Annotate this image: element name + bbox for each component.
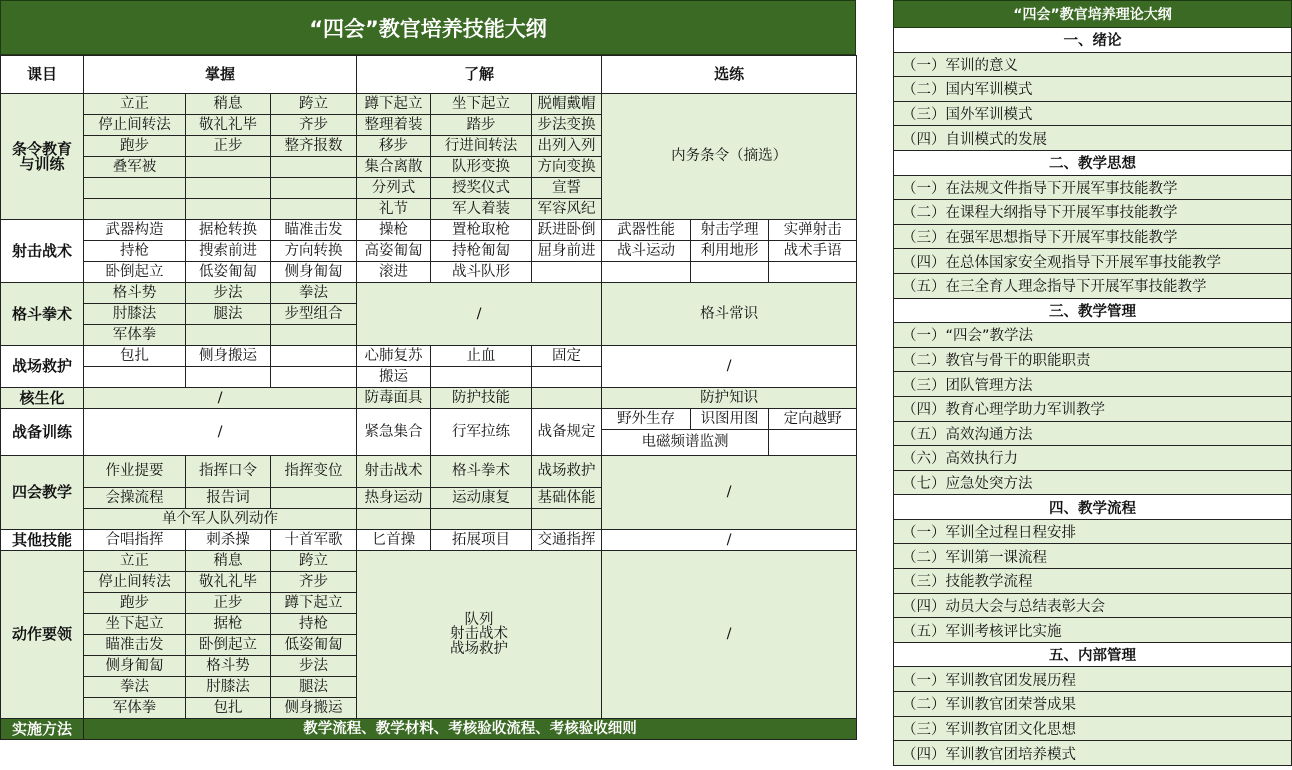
- table-cell: /: [84, 409, 357, 456]
- table-cell: 行军拉练: [431, 409, 532, 456]
- category-four-skills-teaching: 四会教学: [1, 456, 84, 530]
- list-item: （四）动员大会与总结表彰大会: [893, 594, 1292, 619]
- table-cell: 基础体能: [532, 488, 602, 509]
- table-cell: [271, 199, 357, 220]
- table-cell: 武器性能: [602, 220, 691, 241]
- list-item: （四）在总体国家安全观指导下开展军事技能教学: [893, 249, 1292, 274]
- table-cell: 脱帽戴帽: [532, 94, 602, 115]
- table-cell: [186, 178, 271, 199]
- table-cell: 合唱指挥: [84, 530, 186, 551]
- table-cell: 利用地形: [691, 241, 769, 262]
- table-cell: 滚进: [357, 262, 431, 283]
- table-cell: [186, 199, 271, 220]
- table-cell: 内务条令（摘选）: [602, 94, 857, 220]
- list-item: （五）军训考核评比实施: [893, 618, 1292, 643]
- section-heading: 一、绪论: [893, 28, 1292, 53]
- table-cell: 跃进卧倒: [532, 220, 602, 241]
- header-master: 掌握: [84, 56, 357, 94]
- table-cell: 高姿匍匐: [357, 241, 431, 262]
- table-cell: 交通指挥: [532, 530, 602, 551]
- category-first-aid: 战场救护: [1, 346, 84, 388]
- table-cell: [186, 325, 271, 346]
- table-cell: 敬礼礼毕: [186, 572, 271, 593]
- table-cell: 方向转换: [271, 241, 357, 262]
- list-item: （一）军训全过程日程安排: [893, 520, 1292, 545]
- table-cell: 格斗常识: [602, 283, 857, 346]
- header-understand: 了解: [357, 56, 602, 94]
- table-cell: 持枪: [84, 241, 186, 262]
- skills-table: [0, 55, 857, 740]
- table-cell: 匕首操: [357, 530, 431, 551]
- table-cell: [84, 367, 186, 388]
- list-item: （二）军训第一课流程: [893, 544, 1292, 569]
- list-item: （二）国内军训模式: [893, 77, 1292, 102]
- table-cell: [271, 178, 357, 199]
- list-item: （三）军训教官团文化思想: [893, 717, 1292, 742]
- table-cell: [271, 325, 357, 346]
- table-cell: 作业提要: [84, 456, 186, 488]
- list-item: （五）高效沟通方法: [893, 422, 1292, 447]
- list-item: （四）教育心理学助力军训教学: [893, 397, 1292, 422]
- table-cell: 侧身搬运: [271, 698, 357, 719]
- category-combat-readiness: 战备训练: [1, 409, 84, 456]
- know-item: 射击战术: [450, 626, 509, 643]
- section-heading: 四、教学流程: [893, 495, 1292, 520]
- table-cell: 方向变换: [532, 157, 602, 178]
- table-cell: 正步: [186, 136, 271, 157]
- table-cell: 会操流程: [84, 488, 186, 509]
- list-item: （一）“四会”教学法: [893, 323, 1292, 348]
- table-cell: [271, 488, 357, 509]
- table-cell: 卧倒起立: [186, 635, 271, 656]
- table-cell: [691, 262, 769, 283]
- table-cell: 稍息: [186, 551, 271, 572]
- table-cell: 出列入列: [532, 136, 602, 157]
- table-cell: 宣誓: [532, 178, 602, 199]
- table-cell: 肘膝法: [186, 677, 271, 698]
- table-cell: 军体拳: [84, 325, 186, 346]
- list-item: （二）军训教官团荣誉成果: [893, 692, 1292, 717]
- table-cell: 立正: [84, 94, 186, 115]
- table-cell: 拳法: [271, 283, 357, 304]
- table-cell: 腿法: [271, 677, 357, 698]
- table-cell: 正步: [186, 593, 271, 614]
- table-cell: 包扎: [186, 698, 271, 719]
- table-cell: 稍息: [186, 94, 271, 115]
- list-item: （一）军训的意义: [893, 53, 1292, 78]
- list-item: （五）在三全育人理念指导下开展军事技能教学: [893, 274, 1292, 299]
- table-cell: 武器构造: [84, 220, 186, 241]
- table-cell: 步型组合: [271, 304, 357, 325]
- table-cell: 射击战术: [357, 456, 431, 488]
- table-cell: 十首军歌: [271, 530, 357, 551]
- table-cell: 坐下起立: [84, 614, 186, 635]
- table-cell: 单个军人队列动作: [84, 509, 357, 530]
- list-item: （二）在课程大纲指导下开展军事技能教学: [893, 200, 1292, 225]
- table-cell: 拓展项目: [431, 530, 532, 551]
- list-item: （三）团队管理方法: [893, 372, 1292, 397]
- table-cell: /: [602, 530, 857, 551]
- table-cell: [532, 388, 602, 409]
- table-cell: 齐步: [271, 572, 357, 593]
- implementation-content: 教学流程、教学材料、考核验收流程、考核验收细则: [84, 719, 857, 740]
- table-cell: /: [357, 283, 602, 346]
- table-cell: 指挥变位: [271, 456, 357, 488]
- table-cell: 立正: [84, 551, 186, 572]
- table-cell: 瞄准击发: [271, 220, 357, 241]
- table-cell: 热身运动: [357, 488, 431, 509]
- table-cell: [769, 430, 857, 456]
- header-elective: 选练: [602, 56, 857, 94]
- category-combat: 格斗拳术: [1, 283, 84, 346]
- table-cell: [431, 509, 532, 530]
- table-cell: [271, 346, 357, 367]
- table-cell: 战术手语: [769, 241, 857, 262]
- list-item: （二）教官与骨干的职能职责: [893, 348, 1292, 373]
- table-cell: 瞄准击发: [84, 635, 186, 656]
- category-shooting: 射击战术: [1, 220, 84, 283]
- table-cell: 拳法: [84, 677, 186, 698]
- table-cell: 操枪: [357, 220, 431, 241]
- list-item: （四）军训教官团培养模式: [893, 741, 1292, 766]
- table-cell: 军体拳: [84, 698, 186, 719]
- table-cell: /: [602, 551, 857, 719]
- section-heading: 三、教学管理: [893, 299, 1292, 324]
- table-cell: 战场救护: [532, 456, 602, 488]
- category-implementation: 实施方法: [1, 719, 84, 740]
- table-cell: [431, 367, 532, 388]
- list-item: （一）在法规文件指导下开展军事技能教学: [893, 176, 1292, 201]
- table-cell: 定向越野: [769, 409, 857, 430]
- table-cell: /: [602, 346, 857, 388]
- list-item: （六）高效执行力: [893, 446, 1292, 471]
- table-cell: 报告词: [186, 488, 271, 509]
- table-cell: 心肺复苏: [357, 346, 431, 367]
- list-item: （一）军训教官团发展历程: [893, 667, 1292, 692]
- table-cell: 实弹射击: [769, 220, 857, 241]
- table-cell: [357, 509, 431, 530]
- table-cell: 防毒面具: [357, 388, 431, 409]
- table-cell: 格斗势: [186, 656, 271, 677]
- section-heading: 五、内部管理: [893, 643, 1292, 668]
- table-cell: 侧身匍匐: [271, 262, 357, 283]
- table-cell: [271, 367, 357, 388]
- list-item: （三）技能教学流程: [893, 569, 1292, 594]
- table-cell: 战备规定: [532, 409, 602, 456]
- table-cell: [532, 262, 602, 283]
- table-cell: 礼节: [357, 199, 431, 220]
- list-item: （七）应急处突方法: [893, 471, 1292, 496]
- table-cell: [532, 509, 602, 530]
- table-cell: 整理着装: [357, 115, 431, 136]
- table-cell: 整齐报数: [271, 136, 357, 157]
- table-cell: 搬运: [357, 367, 431, 388]
- table-cell: 包扎: [84, 346, 186, 367]
- table-cell: 防护技能: [431, 388, 532, 409]
- table-cell: 跑步: [84, 136, 186, 157]
- table-cell: 齐步: [271, 115, 357, 136]
- table-cell: 腿法: [186, 304, 271, 325]
- table-cell: 军容风纪: [532, 199, 602, 220]
- table-cell: 分列式: [357, 178, 431, 199]
- table-cell: 止血: [431, 346, 532, 367]
- table-cell: 停止间转法: [84, 572, 186, 593]
- table-cell: 蹲下起立: [357, 94, 431, 115]
- table-cell: [84, 199, 186, 220]
- table-cell: 电磁频谱监测: [602, 430, 769, 456]
- table-cell: 跑步: [84, 593, 186, 614]
- table-cell: 置枪取枪: [431, 220, 532, 241]
- table-cell: 行进间转法: [431, 136, 532, 157]
- table-cell: 持枪匍匐: [431, 241, 532, 262]
- table-cell: [186, 157, 271, 178]
- table-cell: 卧倒起立: [84, 262, 186, 283]
- table-cell: 敬礼礼毕: [186, 115, 271, 136]
- table-cell: 跨立: [271, 94, 357, 115]
- table-cell: 队形变换: [431, 157, 532, 178]
- skills-outline-title: “四会”教官培养技能大纲: [0, 0, 856, 55]
- table-cell: 侧身匍匐: [84, 656, 186, 677]
- table-cell: 停止间转法: [84, 115, 186, 136]
- table-cell: [84, 178, 186, 199]
- table-cell: 射击学理: [691, 220, 769, 241]
- theory-outline-title: “四会”教官培养理论大纲: [893, 0, 1292, 28]
- category-regulations: 条令教育与训练: [1, 94, 84, 220]
- table-cell: 低姿匍匐: [186, 262, 271, 283]
- table-cell: 叠军被: [84, 157, 186, 178]
- table-cell: 刺杀操: [186, 530, 271, 551]
- header-subject: 课目: [1, 56, 84, 94]
- list-item: （四）自训模式的发展: [893, 126, 1292, 151]
- table-cell: 蹲下起立: [271, 593, 357, 614]
- table-cell: 搜索前进: [186, 241, 271, 262]
- table-cell: 运动康复: [431, 488, 532, 509]
- table-cell: 紧急集合: [357, 409, 431, 456]
- table-cell: 低姿匍匐: [271, 635, 357, 656]
- table-cell: 防护知识: [602, 388, 857, 409]
- theory-outline: [893, 0, 1292, 766]
- table-cell: 屈身前进: [532, 241, 602, 262]
- table-cell: 集合离散: [357, 157, 431, 178]
- table-cell: 步法: [186, 283, 271, 304]
- table-cell: [357, 551, 602, 719]
- table-cell: 格斗拳术: [431, 456, 532, 488]
- category-nbc: 核生化: [1, 388, 84, 409]
- table-cell: [769, 262, 857, 283]
- category-other-skills: 其他技能: [1, 530, 84, 551]
- table-cell: 持枪: [271, 614, 357, 635]
- table-cell: 授奖仪式: [431, 178, 532, 199]
- table-cell: [602, 262, 691, 283]
- table-cell: 战斗运动: [602, 241, 691, 262]
- table-cell: 步法变换: [532, 115, 602, 136]
- list-item: （三）在强军思想指导下开展军事技能教学: [893, 225, 1292, 250]
- table-cell: [271, 157, 357, 178]
- table-cell: 踏步: [431, 115, 532, 136]
- list-item: （三）国外军训模式: [893, 102, 1292, 127]
- table-cell: 肘膝法: [84, 304, 186, 325]
- table-cell: 据枪转换: [186, 220, 271, 241]
- table-cell: 移步: [357, 136, 431, 157]
- table-cell: /: [602, 456, 857, 530]
- know-item: 战场救护: [450, 640, 509, 657]
- table-cell: [532, 367, 602, 388]
- table-cell: 指挥口令: [186, 456, 271, 488]
- table-cell: 坐下起立: [431, 94, 532, 115]
- table-cell: 格斗势: [84, 283, 186, 304]
- know-item: 队列: [464, 611, 494, 628]
- table-cell: 军人着装: [431, 199, 532, 220]
- table-cell: 侧身搬运: [186, 346, 271, 367]
- table-cell: 固定: [532, 346, 602, 367]
- table-cell: 战斗队形: [431, 262, 532, 283]
- table-cell: 步法: [271, 656, 357, 677]
- section-heading: 二、教学思想: [893, 151, 1292, 176]
- table-cell: /: [84, 388, 357, 409]
- table-cell: [186, 367, 271, 388]
- category-movement-essentials: 动作要领: [1, 551, 84, 719]
- table-cell: 野外生存: [602, 409, 691, 430]
- table-cell: 识图用图: [691, 409, 769, 430]
- table-cell: 据枪: [186, 614, 271, 635]
- table-cell: 跨立: [271, 551, 357, 572]
